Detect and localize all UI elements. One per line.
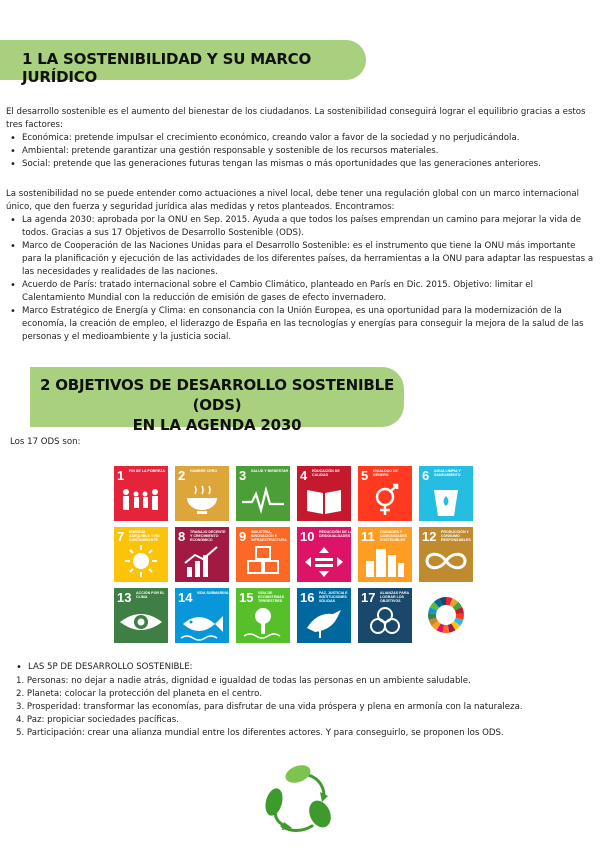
ods-number: 2 [178, 468, 186, 483]
family-icon [114, 482, 168, 520]
ods-tile-9 [236, 527, 290, 582]
ods-label: REDUCCIÓN DE LAS DESIGUALDADES [319, 530, 355, 538]
ods-tile-16 [297, 588, 351, 643]
ods-label: ENERGÍA ASEQUIBLE Y NO CONTAMINANTE [129, 530, 160, 542]
eye-globe-icon [114, 604, 168, 642]
tree-icon [236, 604, 290, 642]
section-2-title-line-1: 2 OBJETIVOS DE DESARROLLO SOSTENIBLE (ODS) [39, 376, 395, 414]
ods-tile-3 [236, 466, 290, 521]
sun-icon [114, 543, 168, 581]
growth-chart-icon [175, 543, 229, 581]
list-item: 4. Paz: propiciar sociedades pacíficas. [16, 715, 179, 725]
ods-tile-10 [297, 527, 355, 582]
infinity-icon [419, 543, 473, 581]
ods-tile-13 [114, 588, 168, 643]
five-p-heading-list [10, 661, 590, 674]
ods-tile-1 [114, 466, 168, 521]
list-item: • Ambiental: pretende garantizar una gestión responsable y sostenible de los recursos materiales. [4, 145, 596, 158]
ods-label: EDUCACIÓN DE CALIDAD [312, 469, 340, 477]
sustainability-factors-list [4, 132, 596, 171]
ods-label: HAMBRE CERO [190, 469, 218, 473]
five-p-list [16, 675, 596, 740]
ods-number: 1 [117, 468, 125, 483]
list-item: • Económica: pretende impulsar el crecimiento económico, creando valor a favor de la sociedad y no perjudicándola. [4, 132, 596, 145]
section-1-heading-banner [0, 40, 366, 86]
list-item: 5. Participación: crear una alianza mundial entre los diferentes actores. Y para conseguirlo, se proponen los ODS. [16, 728, 504, 738]
intro-paragraph: El desarrollo sostenible es el aumento del bienestar de los ciudadanos. La sostenibilidad conseguirá lograr el equilibrio gracias a estos tres factores: [6, 107, 586, 130]
ods-number: 16 [300, 590, 315, 605]
cubes-icon [236, 543, 290, 581]
water-icon [419, 482, 473, 520]
section-1-title: 1 LA SOSTENIBILIDAD Y SU MARCO JURÍDICO [22, 50, 312, 86]
list-item: 1. Personas: no dejar a nadie atrás, dignidad e igualdad de todas las personas en un ambiente saludable. [16, 676, 471, 686]
ods-number: 12 [422, 529, 437, 544]
ods-tile-14 [175, 588, 229, 643]
ods-label: INDUSTRIA, INNOVACIÓN E INFRAESTRUCTURA [251, 530, 287, 542]
ods-label: IGUALDAD DE GÉNERO [373, 469, 398, 477]
ods-intro: Los 17 ODS son: [10, 437, 81, 447]
list-item: • Acuerdo de París: tratado internacional sobre el Cambio Climático, planteado en París en Dic. 2015. Objetivo: limitar el Calentamiento Mundial con la reducción de emisión de gases de efecto invernadero. [4, 279, 596, 305]
ods-number: 10 [300, 529, 315, 544]
ods-label: SALUD Y BIENESTAR [251, 469, 289, 473]
ods-tile-5 [358, 466, 412, 521]
gender-icon [358, 482, 412, 520]
ods-tile-7 [114, 527, 168, 582]
ods-number: 8 [178, 529, 186, 544]
ods-label: TRABAJO DECENTE Y CRECIMIENTO ECONÓMICO [190, 530, 226, 542]
city-icon [358, 543, 412, 581]
ods-number: 5 [361, 468, 369, 483]
ods-label: AGUA LIMPIA Y SANEAMIENTO [434, 469, 461, 477]
frameworks-list [4, 214, 596, 344]
ods-label: VIDA SUBMARINA [197, 591, 229, 595]
dove-icon [297, 604, 351, 642]
ods-label: PRODUCCIÓN Y CONSUMO RESPONSABLES [441, 530, 471, 542]
bowl-icon [175, 482, 229, 520]
fish-icon [175, 604, 229, 642]
ods-label: PAZ, JUSTICIA E INSTITUCIONES SÓLIDAS [319, 591, 348, 603]
ods-number: 3 [239, 468, 247, 483]
list-item: • Social: pretende que las generaciones futuras tengan las mismas o más oportunidades que las generaciones anteriores. [4, 158, 596, 171]
list-item: • Marco Estratégico de Energía y Clima: en consonancia con la Unión Europea, es una oportunidad para la modernización de la economía, la creación de empleo, el liderazgo de España en las tecnologías y energías para conseguir la mejora de la salud de las personas y el medioambiente y la justicia social. [4, 305, 596, 344]
rings-icon [358, 604, 412, 642]
ods-number: 15 [239, 590, 254, 605]
list-item: 2. Planeta: colocar la protección del planeta en el centro. [16, 689, 262, 699]
ods-tile-6 [419, 466, 473, 521]
list-item: • La agenda 2030: aprobada por la ONU en Sep. 2015. Ayuda a que todos los países emprendan un camino para mejorar la vida de todos. Gracias a sus 17 Objetivos de Desarrollo Sostenible (ODS). [4, 214, 596, 240]
ods-number: 13 [117, 590, 132, 605]
ods-label: VIDA DE ECOSISTEMAS TERRESTRES [258, 591, 285, 603]
section-2-title [30, 375, 404, 435]
ods-tile-17 [358, 588, 412, 643]
ods-number: 7 [117, 529, 125, 544]
ods-label: CIUDADES Y COMUNIDADES SOSTENIBLES [380, 530, 408, 542]
list-item: 3. Prosperidad: transformar las economías, para disfrutar de una vida próspera y plena en armonía con la naturaleza. [16, 702, 523, 712]
ods-number: 17 [361, 590, 376, 605]
ods-tile-8 [175, 527, 229, 582]
ods-tile-4 [297, 466, 351, 521]
heartbeat-icon [236, 482, 290, 520]
framework-paragraph: La sostenibilidad no se puede entender como actuaciones a nivel local, debe tener una regulación global con un marco internacional único, que den fuerza y seguridad jurídica alas medidas y retos planteados. Encontramos: [6, 189, 579, 212]
ods-tile-2 [175, 466, 229, 521]
book-icon [297, 482, 351, 520]
ods-label: ACCIÓN POR EL CLIMA [136, 591, 165, 599]
five-p-heading: • LAS 5P DE DESARROLLO SOSTENIBLE: [10, 661, 590, 674]
sdg-wheel-logo [419, 588, 473, 643]
ods-label: FIN DE LA POBREZA [129, 469, 166, 473]
equality-icon [297, 543, 351, 581]
section-2-title-line-2: EN LA AGENDA 2030 [132, 416, 302, 434]
ods-icons-grid [114, 466, 474, 644]
ods-number: 14 [178, 590, 193, 605]
list-item: • Marco de Cooperación de las Naciones Unidas para el Desarrollo Sostenible: es el instrumento que tiene la ONU más importante para la planificación y ejecución de las actividades de los diferentes países, da herramientas a la ONU para adaptar las respuestas a las necesidades y realidades de las naciones. [4, 240, 596, 279]
recycle-leaves-icon [258, 760, 338, 836]
ods-tile-15 [236, 588, 290, 643]
ods-tile-12 [419, 527, 473, 582]
ods-number: 4 [300, 468, 308, 483]
ods-label: ALIANZAS PARA LOGRAR LOS OBJETIVOS [380, 591, 409, 603]
ods-number: 11 [361, 529, 375, 544]
sdg-wheel-icon [419, 588, 473, 643]
section-2-heading-banner [30, 367, 404, 434]
ods-tile-11 [358, 527, 412, 582]
ods-number: 6 [422, 468, 430, 483]
ods-number: 9 [239, 529, 247, 544]
